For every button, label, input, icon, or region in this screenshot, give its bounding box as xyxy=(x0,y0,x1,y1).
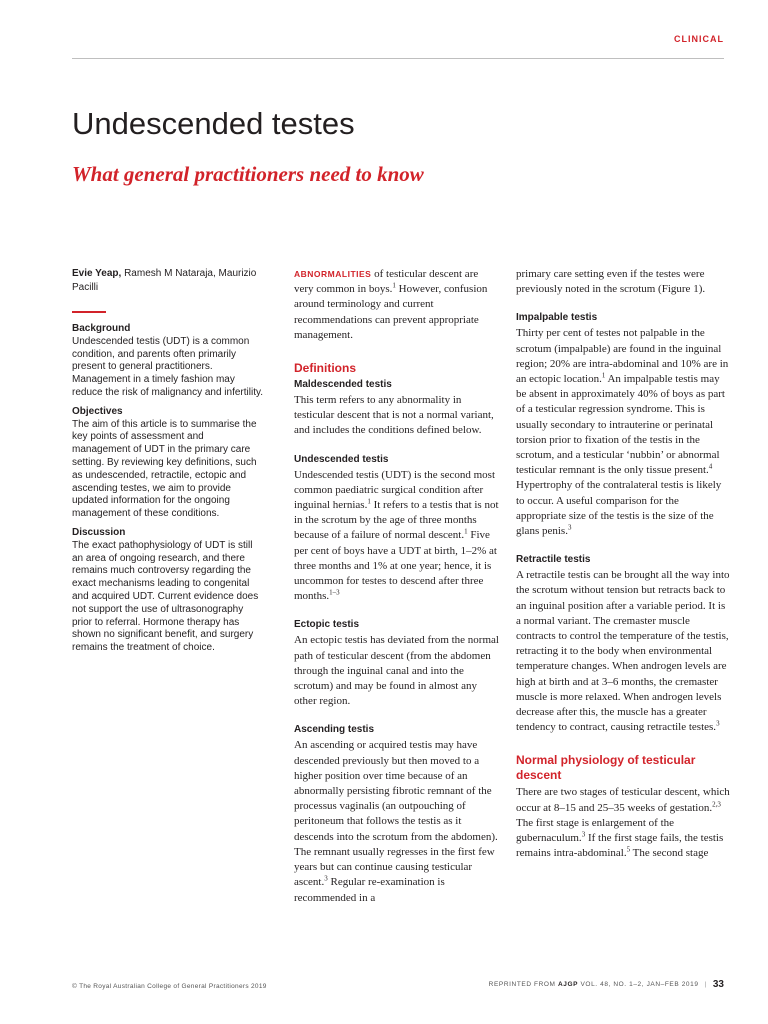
article-subtitle: What general practitioners need to know xyxy=(72,162,424,186)
author-list xyxy=(72,267,264,295)
ascending-text-b-part1: Regular re-examination is recommended in a xyxy=(294,876,445,904)
ref-sup: 1 xyxy=(464,527,468,536)
physiology-text-b: The first stage is enlargement of the gubernaculum. xyxy=(516,816,675,845)
ref-sup: 1–3 xyxy=(329,588,340,597)
journal-name: AJGP xyxy=(557,981,579,988)
ref-sup: 1 xyxy=(601,371,606,380)
ref-sup: 3 xyxy=(567,523,572,532)
definitions-heading: Definitions xyxy=(294,361,356,376)
ectopic-text: An ectopic testis has deviated from the normal path of testicular descent (from the abdomen through the inguinal canal and into the scrotum) and may be found in almost any other region. xyxy=(294,634,499,708)
impalpable-text xyxy=(516,326,730,539)
physiology-text-c: If the first stage fails, the testis remains intra-abdominal. xyxy=(516,832,724,860)
top-rule xyxy=(72,58,724,59)
ascending-text-continued: primary care setting even if the testes were previously noted in the scrotum (Figure 1). xyxy=(516,268,706,296)
physiology-text-d: The second stage xyxy=(630,847,709,860)
undescended-heading: Undescended testis xyxy=(294,453,389,465)
physiology-text xyxy=(516,785,730,861)
body-column-middle xyxy=(294,267,500,906)
abstract-discussion-text: The exact pathophysiology of UDT is still an area of ongoing research, and there remains much controversy regarding the exact mechanisms leading to congenital and acquired UDT. Current evidence does not support the use of ultrasonography prior to referral. Hormone therapy has shown no significant benefit, and surgery remains the treatment of choice. xyxy=(72,539,259,654)
impalpable-text-c: Hypertrophy of the contralateral testis is likely to occur. A useful comparison for the appropriate size of the testis is the size of the glans penis. xyxy=(516,479,722,538)
issue-info: VOL. 48, NO. 1–2, JAN–FEB 2019 xyxy=(580,981,699,988)
ref-sup: 3 xyxy=(324,874,328,883)
maldescended-text: This term refers to any abnormality in testicular descent that is not a normal variant, and includes the conditions defined below. xyxy=(294,394,494,437)
abstract-objectives-text: The aim of this article is to summarise the key points of assessment and management of UDT in the primary care setting. By reviewing key definitions, such as undescended, retractile, ectopic and ascending testes, we aim to provide updated information for the ongoing management of these conditions. xyxy=(72,418,257,520)
copyright-footer: © The Royal Australian College of General Practitioners 2019 xyxy=(72,983,267,990)
intro-text-a: of testicular descent are very common in boys. xyxy=(294,268,479,296)
undescended-text-b: It refers to a testis that is not in the scrotum by the age of three months because of a failure of normal descent. xyxy=(294,499,499,542)
article-title: Undescended testes xyxy=(72,106,355,141)
impalpable-text-b: An impalpable testis may be absent in approximately 40% of boys as part of a testicular regression syndrome. This is usually secondary to intrauterine or perinatal torsion prior to fixation of the testis in the scrotum, and a testicular ‘nubbin’ or abnormal testicular remnant is the only tissue present. xyxy=(516,373,725,477)
ascending-text xyxy=(294,738,500,905)
undescended-text-a: Undescended testis (UDT) is the second most common paediatric surgical condition after inguinal hernias. xyxy=(294,468,496,512)
impalpable-text-a: Thirty per cent of testes not palpable in the scrotum (impalpable) are found in the inguinal region; 20% are intra-abdominal and 10% are in an ectopic location. xyxy=(516,327,729,386)
author-divider xyxy=(72,311,106,313)
intro-dropcap: ABNORMALITIES xyxy=(294,269,372,279)
ref-sup: 1 xyxy=(392,281,396,290)
co-authors: Ramesh M Nataraja, Maurizio Pacilli xyxy=(72,268,257,293)
body-column-right xyxy=(516,267,730,862)
page-number: 33 xyxy=(712,979,724,990)
abstract-column xyxy=(72,267,264,661)
abstract-background-heading: Background xyxy=(72,323,131,334)
ascending-text-a: An ascending or acquired testis may have descended previously but then moved to a higher position over time because of an abnormally persisting fibrotic remnant of the processus vaginalis (an outpouching of peritoneum that follows the testis as it descends into the scrotum from the abdomen). The remnant usually regresses in the first few years but can continue causing testicular ascent. xyxy=(294,739,498,889)
ref-sup: 4 xyxy=(708,462,713,471)
intro-text-b: However, confusion around terminology and current recommendations can prevent appropriate management. xyxy=(294,283,488,341)
intro-paragraph xyxy=(294,267,500,343)
ascending-heading: Ascending testis xyxy=(294,724,375,736)
undescended-text-c: Five per cent of boys have a UDT at birth, 1–2% at three months and 1% at one year; hence, it is uncommon for testes to descend after three months. xyxy=(294,529,497,603)
footer-separator: | xyxy=(704,981,707,988)
retractile-text xyxy=(516,568,730,735)
reprinted-label xyxy=(489,981,699,988)
maldescended-heading: Maldescended testis xyxy=(294,379,392,391)
abstract-discussion-heading: Discussion xyxy=(72,526,126,538)
ref-sup: 1 xyxy=(367,497,371,506)
lead-author: Evie Yeap, xyxy=(72,268,122,279)
section-tag: CLINICAL xyxy=(674,34,724,44)
ref-sup: 3 xyxy=(716,719,720,728)
undescended-text xyxy=(294,468,500,605)
ref-sup: 2,3 xyxy=(712,800,721,809)
impalpable-heading: Impalpable testis xyxy=(516,312,598,324)
abstract-objectives-heading: Objectives xyxy=(72,405,123,417)
ectopic-heading: Ectopic testis xyxy=(294,619,360,631)
page-footer xyxy=(489,979,724,990)
ref-sup: 3 xyxy=(581,830,586,839)
physiology-heading: Normal physiology of testicular descent xyxy=(516,753,696,783)
reprinted-prefix: REPRINTED FROM xyxy=(488,981,556,988)
retractile-text-a: A retractile testis can be brought all the way into the scrotum without tension but retracts back to an inguinal position after a variable period. It is a normal variant. The cremaster muscle contracts to control the temperature of the testis, retracting it to the body when environmental temperature changes. When androgen levels are high at birth and at 3–6 months, the cremaster muscle is more relaxed. When androgen levels decrease after this, the muscle has a greater tendency to contract, causing retractile testes. xyxy=(516,569,730,734)
physiology-text-a: There are two stages of testicular descent, which occur at 8–15 and 25–35 weeks of gestation. xyxy=(516,786,730,814)
abstract-background-text: Undescended testis (UDT) is a common condition, and parents often primarily present to general practitioners. Management in a timely fashion may reduce the risk of malignancy and infertility. xyxy=(72,335,264,398)
retractile-heading: Retractile testis xyxy=(516,554,591,566)
ref-sup: 5 xyxy=(626,845,631,854)
